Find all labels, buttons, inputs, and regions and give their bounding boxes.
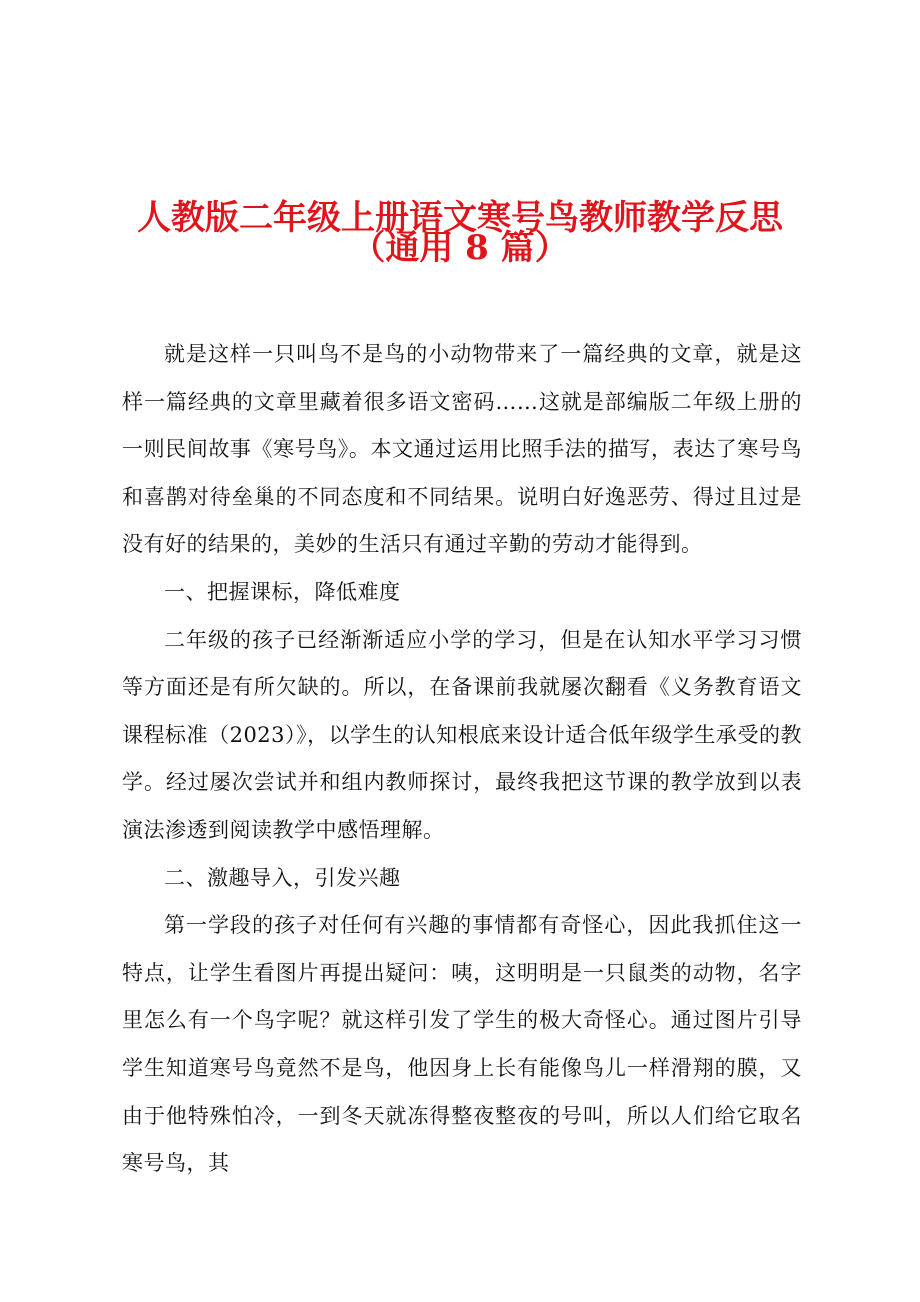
- document-body: [122, 331, 802, 1188]
- document-title-line-1: 人教版二年级上册语文寒号鸟教师教学反思: [137, 198, 783, 238]
- section-heading-1: 一、把握课标，降低难度: [164, 579, 401, 604]
- section-heading-2: 二、激趣导入，引发兴趣: [164, 865, 401, 890]
- document-title-line-2: （通用 8 篇）: [351, 228, 569, 268]
- paragraph-section-1: 二年级的孩子已经渐渐适应小学的学习，但是在认知水平学习习惯等方面还是有所欠缺的。所以，在备课前我就屡次翻看《义务教育语文课程标准（2023）》，以学生的认知根底来设计适合低年级学生承受的教学。经过屡次尝试并和组内教师探讨，最终我把这节课的教学放到以表演法渗透到阅读教学中感悟理解。: [122, 627, 802, 842]
- paragraph-intro: 就是这样一只叫鸟不是鸟的小动物带来了一篇经典的文章，就是这样一篇经典的文章里藏着很多语文密码……这就是部编版二年级上册的一则民间故事《寒号鸟》。本文通过运用比照手法的描写，表达了寒号鸟和喜鹊对待垒巢的不同态度和不同结果。说明白好逸恶劳、得过且过是没有好的结果的，美妙的生活只有通过辛勤的劳动才能得到。: [122, 342, 802, 557]
- paragraph-section-2: 第一学段的孩子对任何有兴趣的事情都有奇怪心，因此我抓住这一特点，让学生看图片再提出疑问：咦，这明明是一只鼠类的动物，名字里怎么有一个鸟字呢？就这样引发了学生的极大奇怪心。通过图片引导学生知道寒号鸟竟然不是鸟，他因身上长有能像鸟儿一样滑翔的膜，又由于他特殊怕冷，一到冬天就冻得整夜整夜的号叫，所以人们给它取名寒号鸟，其: [122, 913, 802, 1176]
